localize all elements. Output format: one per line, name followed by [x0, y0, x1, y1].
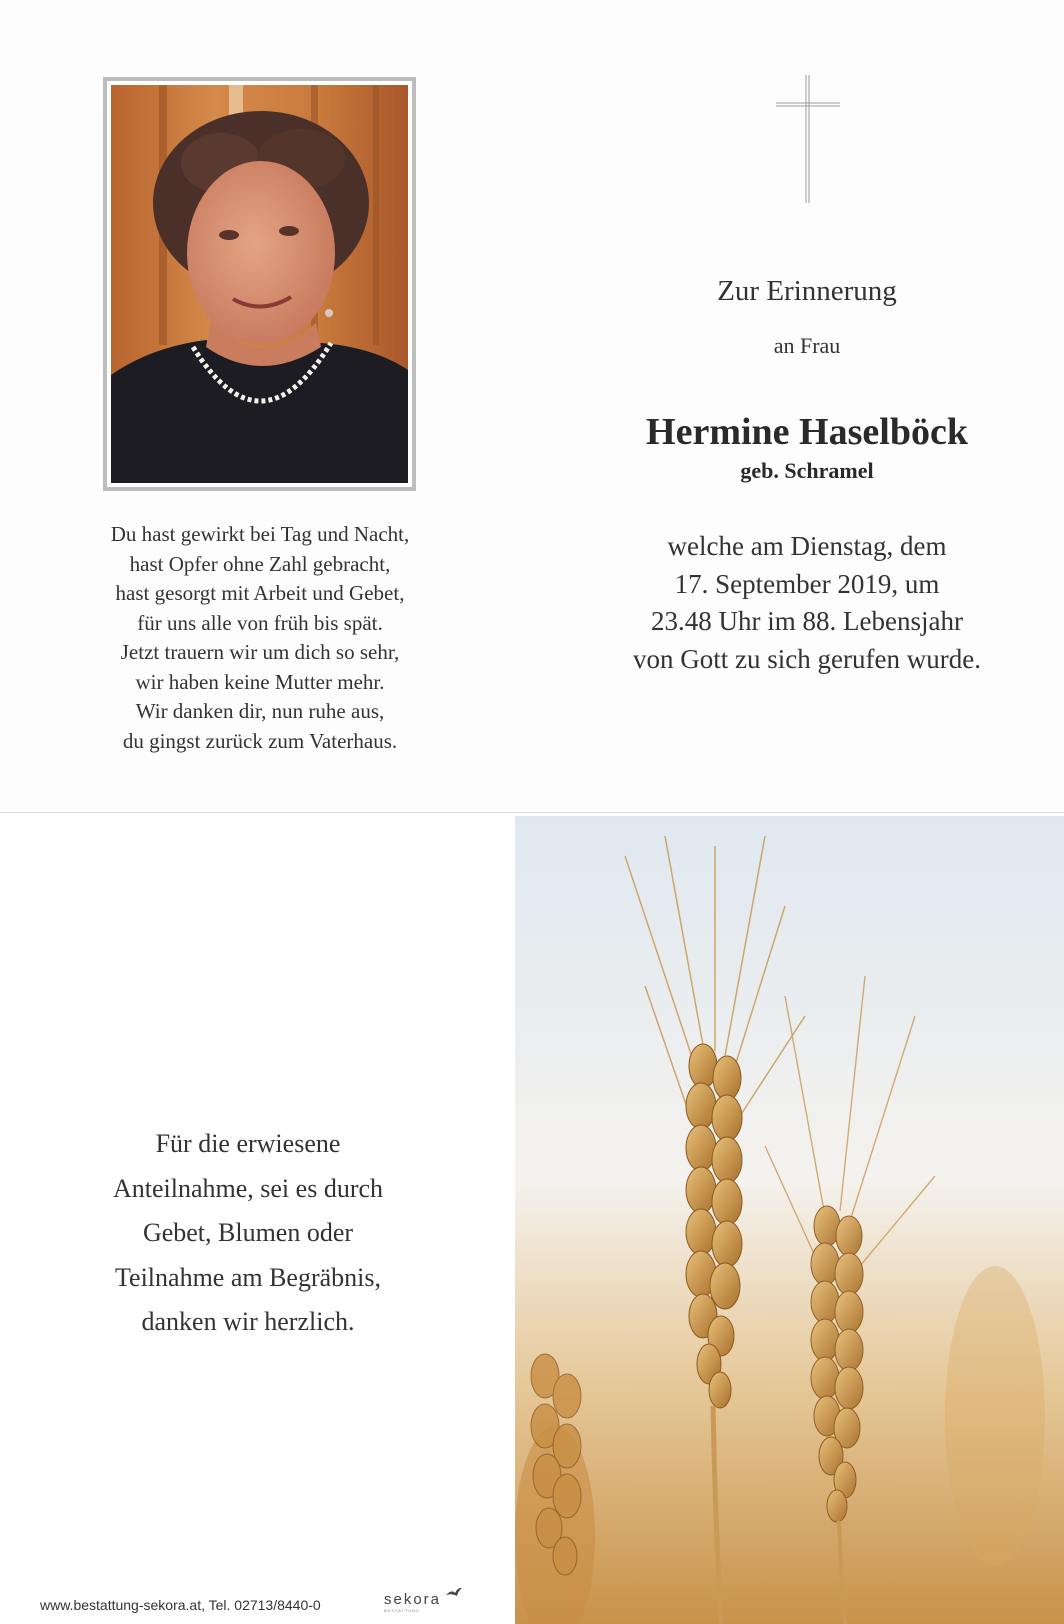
deceased-name: Hermine Haselböck: [646, 411, 968, 453]
poem-line: Jetzt trauern wir um dich so sehr,: [120, 640, 400, 664]
thanks-line: Anteilnahme, sei es durch: [112, 1173, 384, 1203]
death-notice-line: von Gott zu sich gerufen wurde.: [633, 643, 981, 674]
memorial-heading: Zur Erinnerung: [717, 275, 897, 307]
thanks-line: Gebet, Blumen oder: [142, 1218, 354, 1247]
poem-line: hast gesorgt mit Arbeit und Gebet,: [115, 581, 405, 605]
poem-line: hast Opfer ohne Zahl gebracht,: [129, 551, 391, 576]
portrait-photo: [103, 77, 416, 491]
portrait-image: [111, 85, 408, 483]
maiden-name: geb. Schramel: [740, 458, 874, 483]
death-notice-line: 23.48 Uhr im 88. Lebensjahr: [651, 606, 963, 636]
logo-text: sekora: [384, 1591, 442, 1608]
salutation: an Frau: [773, 333, 841, 358]
logo-subtext: BESTATTUNG: [384, 1608, 421, 1613]
poem: [60, 520, 460, 756]
funeral-home-logo: [384, 1589, 442, 1613]
poem-line: du gingst zurück zum Vaterhaus.: [122, 728, 398, 753]
death-notice-line: welche am Dienstag, dem: [667, 531, 947, 561]
cross-icon: [776, 75, 840, 207]
poem-line: Wir danken dir, nun ruhe aus,: [135, 699, 385, 723]
thanks-line: Teilnahme am Begräbnis,: [114, 1262, 382, 1292]
thanks-line: danken wir herzlich.: [141, 1307, 355, 1336]
fold-line: [0, 812, 1064, 813]
poem-line: Du hast gewirkt bei Tag und Nacht,: [110, 522, 410, 546]
thanks-line: Für die erwiesene: [155, 1129, 341, 1158]
poem-line: für uns alle von früh bis spät.: [137, 610, 383, 635]
death-notice: [560, 528, 1054, 678]
funeral-home-contact: www.bestattung-sekora.at, Tel. 02713/8440-0: [40, 1597, 321, 1613]
wheat-image: [515, 816, 1064, 1624]
bird-icon: [446, 1587, 462, 1599]
death-notice-line: 17. September 2019, um: [674, 568, 940, 599]
poem-line: wir haben keine Mutter mehr.: [135, 669, 385, 694]
thanks-text: [48, 1122, 448, 1345]
